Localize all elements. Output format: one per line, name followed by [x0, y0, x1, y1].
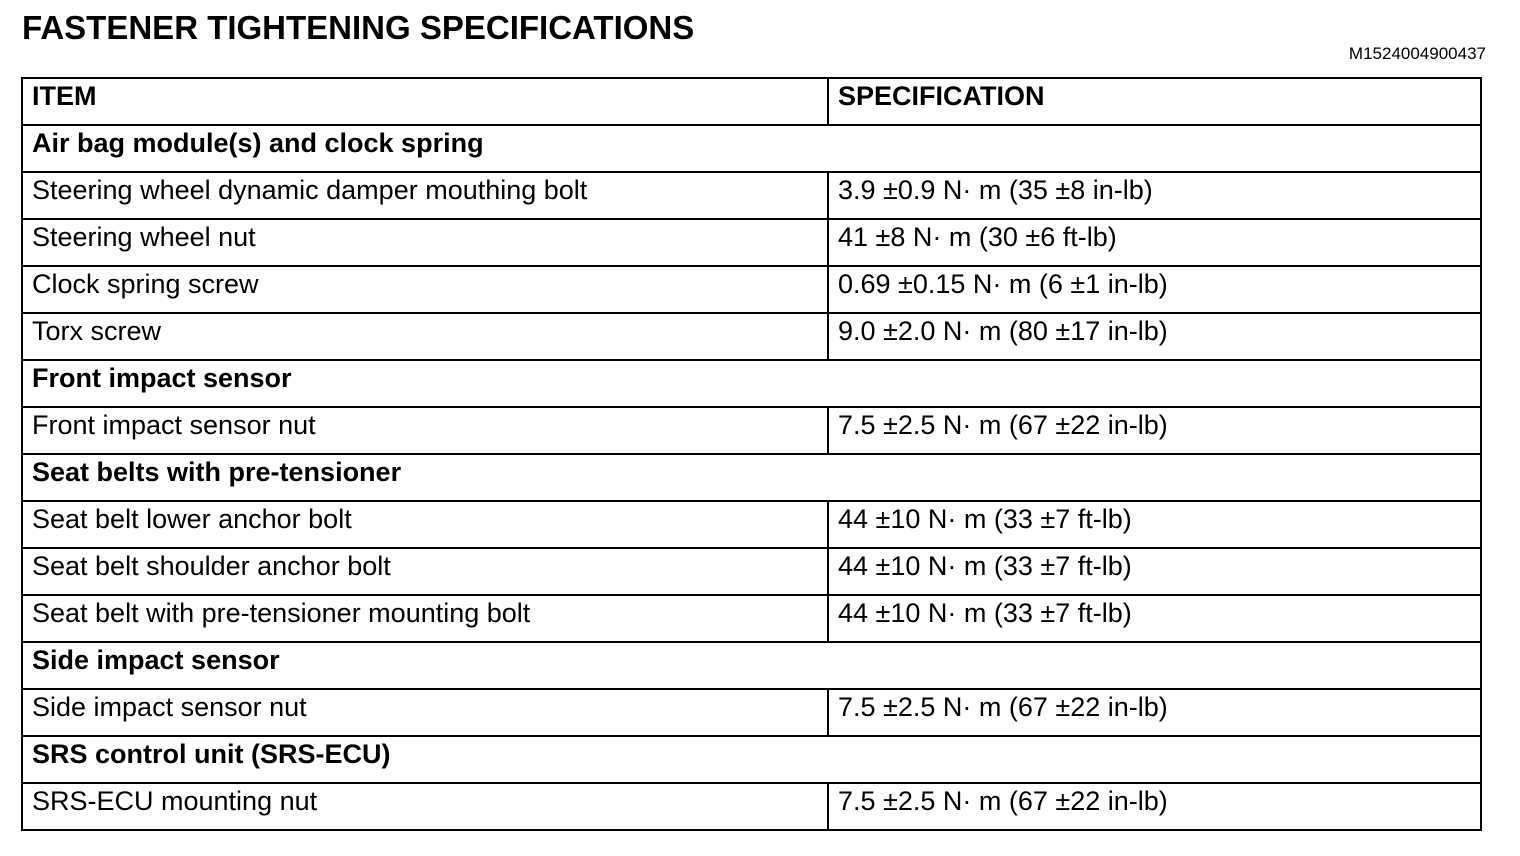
spec-cell: 7.5 ±2.5 N· m (67 ±22 in-lb) [828, 783, 1481, 830]
group-label: Seat belts with pre-tensioner [22, 454, 1481, 501]
item-cell: Seat belt with pre-tensioner mounting bolt [22, 595, 828, 642]
spec-table [21, 77, 1482, 831]
document-id: M1524004900437 [1348, 44, 1486, 63]
item-cell: SRS-ECU mounting nut [22, 783, 828, 830]
column-header-specification: SPECIFICATION [828, 78, 1481, 125]
table-row [22, 548, 1481, 595]
spec-cell: 7.5 ±2.5 N· m (67 ±22 in-lb) [828, 689, 1481, 736]
item-cell: Front impact sensor nut [22, 407, 828, 454]
item-cell: Steering wheel nut [22, 219, 828, 266]
column-header-item: ITEM [22, 78, 828, 125]
item-cell: Seat belt lower anchor bolt [22, 501, 828, 548]
spec-cell: 44 ±10 N· m (33 ±7 ft-lb) [828, 501, 1481, 548]
item-cell: Torx screw [22, 313, 828, 360]
group-label: SRS control unit (SRS-ECU) [22, 736, 1481, 783]
item-cell: Clock spring screw [22, 266, 828, 313]
table-group-row [22, 454, 1481, 501]
table-row [22, 172, 1481, 219]
table-row [22, 219, 1481, 266]
item-cell: Side impact sensor nut [22, 689, 828, 736]
table-group-row [22, 736, 1481, 783]
spec-cell: 9.0 ±2.0 N· m (80 ±17 in-lb) [828, 313, 1481, 360]
spec-cell: 3.9 ±0.9 N· m (35 ±8 in-lb) [828, 172, 1481, 219]
group-label: Air bag module(s) and clock spring [22, 125, 1481, 172]
table-body [22, 125, 1481, 830]
table-row [22, 501, 1481, 548]
spec-cell: 7.5 ±2.5 N· m (67 ±22 in-lb) [828, 407, 1481, 454]
spec-cell: 0.69 ±0.15 N· m (6 ±1 in-lb) [828, 266, 1481, 313]
item-cell: Steering wheel dynamic damper mouthing bolt [22, 172, 828, 219]
table-header-row [22, 78, 1481, 125]
group-label: Side impact sensor [22, 642, 1481, 689]
table-group-row [22, 360, 1481, 407]
table-row [22, 407, 1481, 454]
item-cell: Seat belt shoulder anchor bolt [22, 548, 828, 595]
table-row [22, 595, 1481, 642]
table-row [22, 266, 1481, 313]
spec-cell: 44 ±10 N· m (33 ±7 ft-lb) [828, 595, 1481, 642]
page-title: FASTENER TIGHTENING SPECIFICATIONS [22, 9, 695, 46]
table-row [22, 783, 1481, 830]
table-group-row [22, 642, 1481, 689]
group-label: Front impact sensor [22, 360, 1481, 407]
spec-cell: 41 ±8 N· m (30 ±6 ft-lb) [828, 219, 1481, 266]
table-group-row [22, 125, 1481, 172]
table-row [22, 689, 1481, 736]
spec-cell: 44 ±10 N· m (33 ±7 ft-lb) [828, 548, 1481, 595]
table-row [22, 313, 1481, 360]
